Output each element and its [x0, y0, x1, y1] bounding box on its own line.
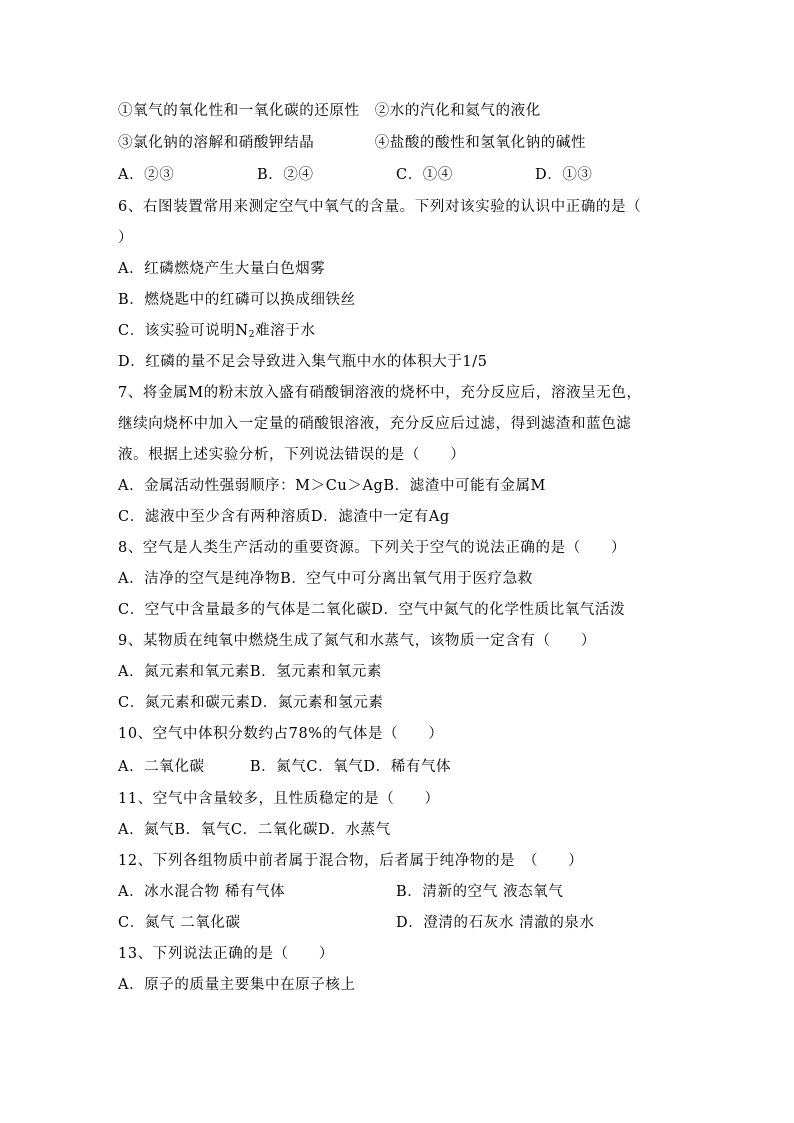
q13-option-a: A．原子的质量主要集中在原子核上 [118, 977, 356, 993]
q6-option-a: A．红磷燃烧产生大量白色烟雾 [118, 261, 326, 277]
q12-option-c: C．氮气 二氧化碳 [118, 915, 241, 931]
q11-options: A．氮气B．氧气C．二氧化碳D．水蒸气 [118, 822, 391, 838]
q10-options: A．二氧化碳 B．氮气C．氧气D．稀有气体 [118, 759, 452, 775]
q9-options-ab: A．氮元素和氧元素B．氢元素和氧元素 [118, 664, 382, 680]
q12-options-cd [118, 913, 678, 933]
q12-option-d: D．澄清的石灰水 清澈的泉水 [396, 915, 595, 931]
q5-options [118, 165, 678, 185]
q8-options-cd: C．空气中含量最多的气体是二氧化碳D．空气中氮气的化学性质比氧气活泼 [118, 602, 626, 618]
q5-option-b: B．②④ [257, 167, 314, 183]
q8-stem: 8、空气是人类生产活动的重要资源。下列关于空气的说法正确的是（ ） [118, 540, 627, 556]
q5-statement-2: ③氯化钠的溶解和硝酸钾结晶 ④盐酸的酸性和氢氧化钠的碱性 [118, 135, 587, 151]
q7-options-cd: C．滤液中至少含有两种溶质D．滤渣中一定有Ag [118, 509, 450, 525]
q12-stem: 12、下列各组物质中前者属于混合物，后者属于纯净物的是 （ ） [118, 853, 584, 869]
q5-statement-1: ①氧气的氧化性和一氧化碳的还原性 ②水的汽化和氦气的液化 [118, 103, 541, 119]
q5-option-a: A．②③ [118, 167, 175, 183]
q6-option-c: C．该实验可说明$N_2$难溶于水 [118, 323, 316, 340]
q11-stem: 11、空气中含量较多，且性质稳定的是（ ） [118, 791, 440, 807]
q9-stem: 9、某物质在纯氧中燃烧生成了氮气和水蒸气，该物质一定含有（ ） [118, 633, 596, 649]
q8-options-ab: A．洁净的空气是纯净物B．空气中可分离出氧气用于医疗急救 [118, 571, 533, 587]
q7-stem-2: 继续向烧杯中加入一定量的硝酸银溶液，充分反应后过滤，得到滤渣和蓝色滤 [118, 416, 632, 432]
q13-stem: 13、下列说法正确的是（ ） [118, 946, 334, 962]
q6-option-b: B．燃烧匙中的红磷可以换成细铁丝 [118, 292, 356, 308]
q6-option-d: D．红磷的量不足会导致进入集气瓶中水的体积大于1/5 [118, 354, 488, 370]
q5-option-d: D．①③ [535, 167, 593, 183]
q9-options-cd: C．氮元素和碳元素D．氮元素和氢元素 [118, 695, 384, 711]
q5-option-c: C．①④ [396, 167, 453, 183]
q6-stem: 6、右图装置常用来测定空气中氧气的含量。下列对该实验的认识中正确的是（ [118, 199, 642, 215]
q7-stem-3: 液。根据上述实验分析，下列说法错误的是（ ） [118, 447, 466, 463]
q12-options-ab [118, 882, 678, 902]
q12-option-a: A．冰水混合物 稀有气体 [118, 884, 286, 900]
q7-stem-1: 7、将金属M的粉末放入盛有硝酸铜溶液的烧杯中，充分反应后，溶液呈无色， [118, 385, 642, 401]
q12-option-b: B．清新的空气 液态氧气 [396, 884, 564, 900]
q7-options-ab: A．金属活动性强弱顺序：M＞Cu＞AgB．滤渣中可能有金属M [118, 478, 547, 494]
q6-stem-cont: ） [118, 230, 134, 246]
q10-stem: 10、空气中体积分数约占78%的气体是（ ） [118, 726, 444, 742]
